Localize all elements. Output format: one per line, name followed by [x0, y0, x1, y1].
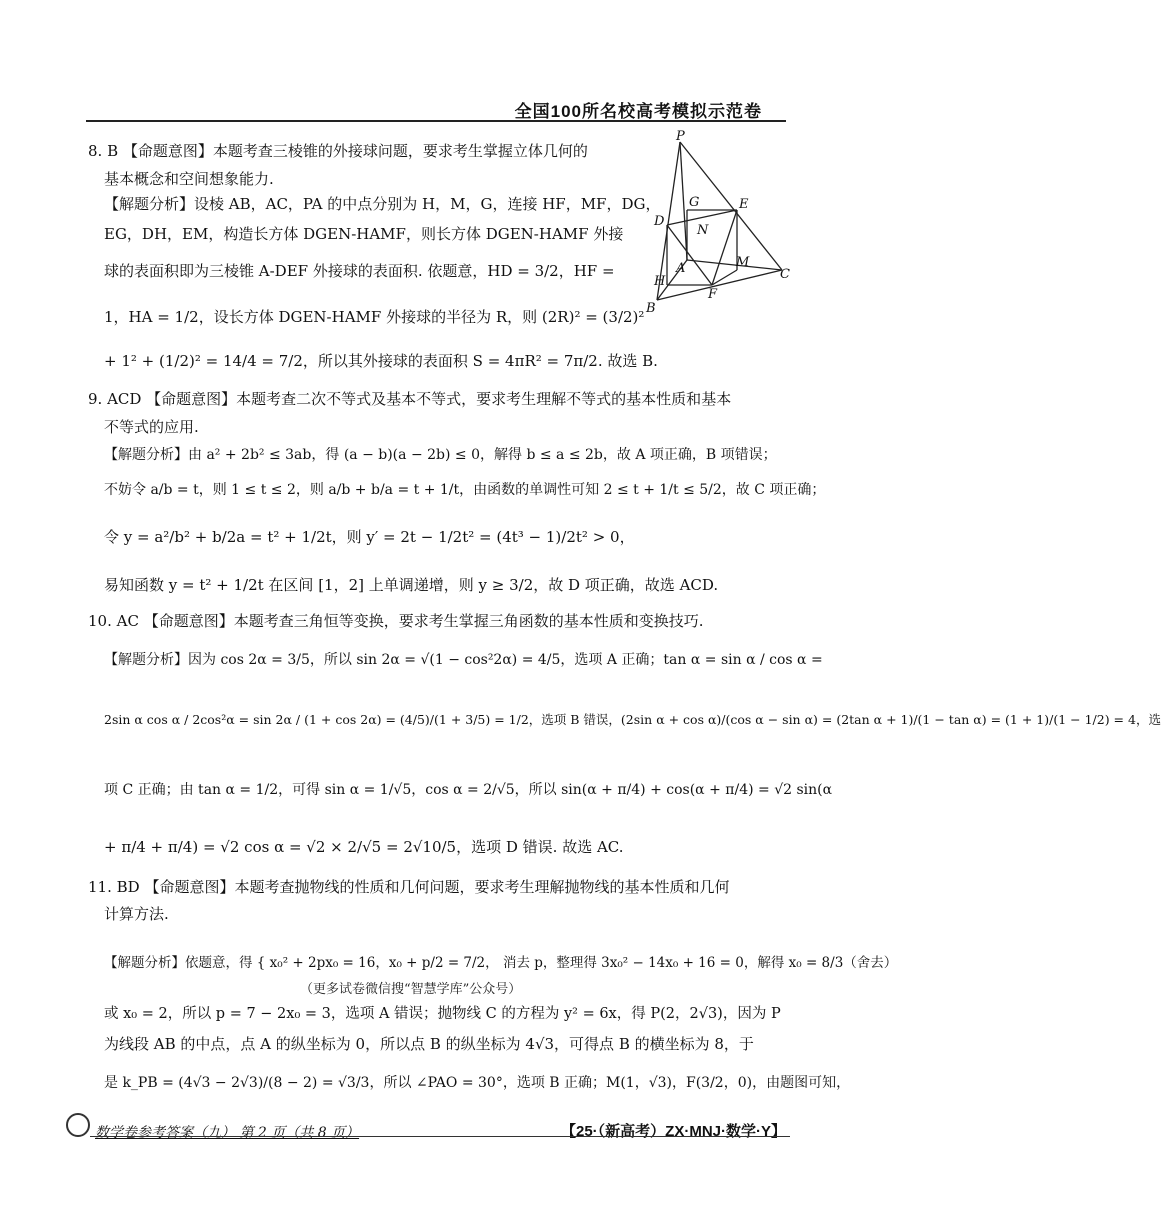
- answer-line: 为线段 AB 的中点，点 A 的纵坐标为 0，所以点 B 的纵坐标为 4√3，可得点 B 的横坐标为 8，于: [104, 1035, 754, 1053]
- answer-line: 或 x₀ = 2，所以 p = 7 − 2x₀ = 3，选项 A 错误；抛物线 C 的方程为 y² = 6x，得 P(2，2√3)，因为 P: [104, 1006, 781, 1022]
- answer-line: 2sin α cos α / 2cos²α = sin 2α / (1 + cos 2α) = (4/5)/(1 + 3/5) = 1/2，选项 B 错误，(2sin α + cos α)/(cos α − sin α) = (2tan α + 1)/(1 − tan α) = (1 + 1)/(1 − 1/2) = 4，选: [104, 712, 1161, 727]
- answer-line: 令 y = a²/b² + b/2a = t² + 1/2t，则 y′ = 2t − 1/2t² = (4t³ − 1)/2t² > 0，: [104, 528, 635, 546]
- figure-label: G: [689, 195, 700, 210]
- pyramid-figure: [642, 130, 792, 330]
- answer-line: 10. AC 【命题意图】本题考查三角恒等变换，要求考生掌握三角函数的基本性质和变换技巧.: [88, 612, 704, 630]
- publisher-logo: [66, 1113, 90, 1137]
- answer-line: 项 C 正确；由 tan α = 1/2，可得 sin α = 1/√5，cos α = 2/√5，所以 sin(α + π/4) + cos(α + π/4) = √2 sin(α: [104, 782, 833, 798]
- answer-line: 1，HA = 1/2，设长方体 DGEN-HAMF 外接球的半径为 R，则 (2R)² = (3/2)²: [104, 308, 645, 326]
- answer-line: 11. BD 【命题意图】本题考查抛物线的性质和几何问题，要求考生理解抛物线的基本性质和几何: [88, 878, 730, 896]
- answer-line: + π/4 + π/4) = √2 cos α = √2 × 2/√5 = 2√10/5，选项 D 错误. 故选 AC.: [104, 838, 624, 856]
- answer-line: 【解题分析】由 a² + 2b² ≤ 3ab，得 (a − b)(a − 2b) ≤ 0，解得 b ≤ a ≤ 2b，故 A 项正确，B 项错误；: [104, 447, 777, 463]
- footer-left: 数学卷参考答案（九） 第 2 页（共 8 页）: [95, 1125, 360, 1141]
- answer-line: 易知函数 y = t² + 1/2t 在区间 [1，2] 上单调递增，则 y ≥ 3/2，故 D 项正确，故选 ACD.: [104, 576, 719, 594]
- answer-line: 计算方法.: [104, 905, 169, 923]
- header-rule: [86, 120, 786, 122]
- figure-label: D: [654, 214, 665, 229]
- figure-label: A: [676, 261, 686, 276]
- answer-line: 【解题分析】因为 cos 2α = 3/5，所以 sin 2α = √(1 − cos²2α) = 4/5，选项 A 正确；tan α = sin α / cos α =: [104, 652, 823, 668]
- series-title: 全国100所名校高考模拟示范卷: [514, 102, 762, 121]
- answer-line: 【解题分析】依题意，得 { x₀² + 2px₀ = 16，x₀ + p/2 = 7/2， 消去 p，整理得 3x₀² − 14x₀ + 16 = 0，解得 x₀ = 8/3（舍去）: [104, 955, 898, 971]
- footer-rule: [90, 1136, 790, 1137]
- footer-right: 【25·（新高考）ZX·MNJ·数学·Y】: [560, 1123, 786, 1140]
- figure-label: N: [697, 223, 709, 238]
- answer-line: + 1² + (1/2)² = 14/4 = 7/2，所以其外接球的表面积 S = 4πR² = 7π/2. 故选 B.: [104, 352, 658, 370]
- figure-label: F: [708, 287, 718, 302]
- answer-line: 基本概念和空间想象能力.: [104, 170, 274, 188]
- answer-line: 球的表面积即为三棱锥 A-DEF 外接球的表面积. 依题意，HD = 3/2，HF =: [104, 262, 615, 280]
- image-note: （更多试卷微信搜“智慧学库”公众号）: [300, 982, 522, 997]
- figure-label: H: [654, 274, 666, 289]
- answer-line: 不等式的应用.: [104, 418, 199, 436]
- figure-label: M: [736, 255, 750, 270]
- figure-label: E: [739, 197, 749, 212]
- answer-line: 【解题分析】设棱 AB，AC，PA 的中点分别为 H，M，G，连接 HF，MF，DG，: [104, 195, 661, 213]
- answer-line: 是 k_PB = (4√3 − 2√3)/(8 − 2) = √3/3，所以 ∠PAO = 30°，选项 B 正确；M(1，√3)，F(3/2，0)，由题图可知，: [104, 1075, 851, 1091]
- figure-label: C: [780, 267, 790, 282]
- figure-label: B: [646, 301, 656, 316]
- answer-line: 8. B 【命题意图】本题考查三棱锥的外接球问题，要求考生掌握立体几何的: [88, 142, 588, 160]
- answer-line: EG，DH，EM，构造长方体 DGEN-HAMF，则长方体 DGEN-HAMF 外接: [104, 225, 624, 243]
- answer-line: 不妨令 a/b = t，则 1 ≤ t ≤ 2，则 a/b + b/a = t + 1/t，由函数的单调性可知 2 ≤ t + 1/t ≤ 5/2，故 C 项正确；: [104, 482, 826, 498]
- answer-line: 9. ACD 【命题意图】本题考查二次不等式及基本不等式，要求考生理解不等式的基本性质和基本: [88, 390, 732, 408]
- figure-label: P: [676, 129, 685, 144]
